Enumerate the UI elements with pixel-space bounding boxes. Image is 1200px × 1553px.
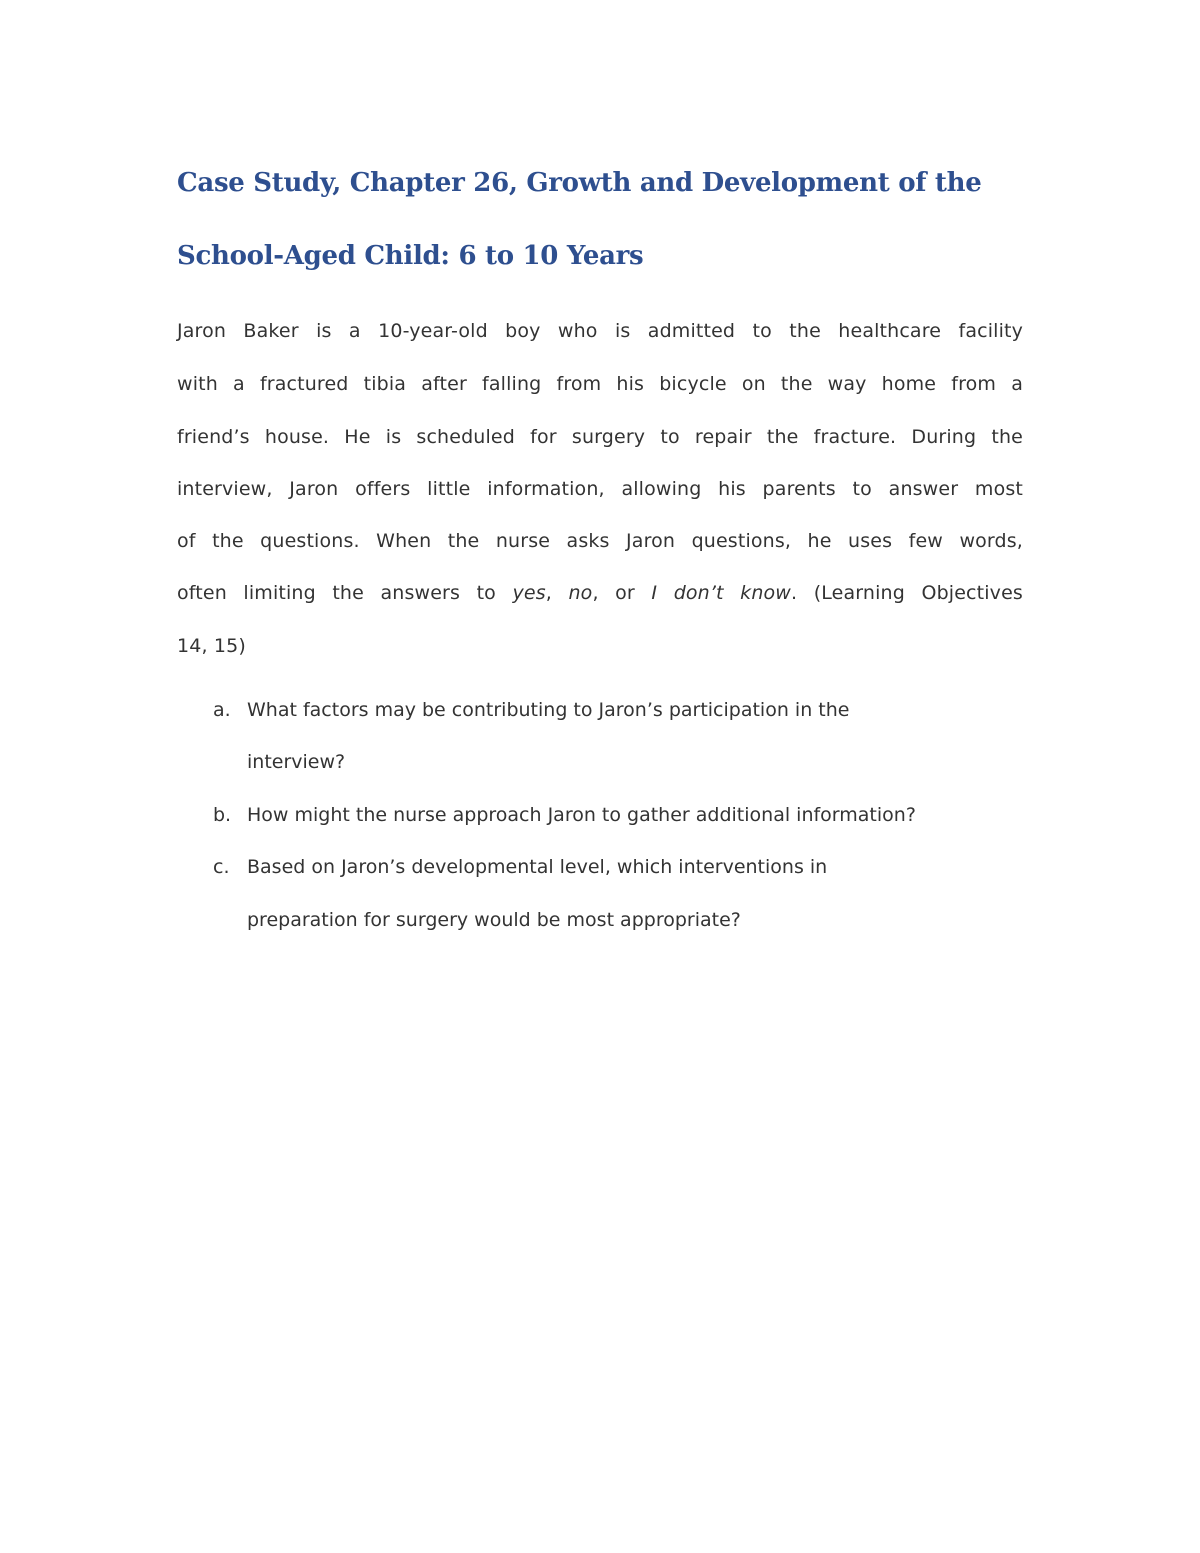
question-text: interview?: [247, 751, 346, 773]
question-text: How might the nurse approach Jaron to gather additional information?: [247, 804, 916, 826]
paragraph-text: often limiting the answers to: [177, 582, 513, 604]
paragraph-line: [177, 580, 1023, 606]
answer-no: no: [568, 582, 593, 604]
question-text: preparation for surgery would be most appropriate?: [247, 909, 741, 931]
question-text: What factors may be contributing to Jaron’s participation in the: [247, 699, 850, 721]
list-marker: a.: [213, 699, 231, 721]
paragraph-line: Jaron Baker is a 10-year-old boy who is admitted to the healthcare facility: [177, 320, 1023, 342]
paragraph-line: of the questions. When the nurse asks Jaron questions, he uses few words,: [177, 530, 1023, 552]
list-marker: c.: [213, 856, 230, 878]
learning-objectives-ref: . (Learning Objectives: [791, 582, 1023, 604]
paragraph-line: friend’s house. He is scheduled for surgery to repair the fracture. During the: [177, 426, 1023, 448]
question-text: Based on Jaron’s developmental level, which interventions in: [247, 856, 828, 878]
paragraph-line: 14, 15): [177, 635, 246, 657]
page-title-line-2: School-Aged Child: 6 to 10 Years: [177, 241, 644, 271]
list-marker: b.: [213, 804, 232, 826]
paragraph-text: ,: [545, 582, 569, 604]
answer-yes: yes: [512, 582, 546, 604]
answer-i-dont-know: I don’t know: [651, 582, 791, 604]
paragraph-text: , or: [592, 582, 652, 604]
paragraph-line: with a fractured tibia after falling from his bicycle on the way home from a: [177, 373, 1023, 395]
paragraph-line: interview, Jaron offers little information, allowing his parents to answer most: [177, 478, 1023, 500]
page-title-line-1: Case Study, Chapter 26, Growth and Development of the: [177, 168, 982, 198]
